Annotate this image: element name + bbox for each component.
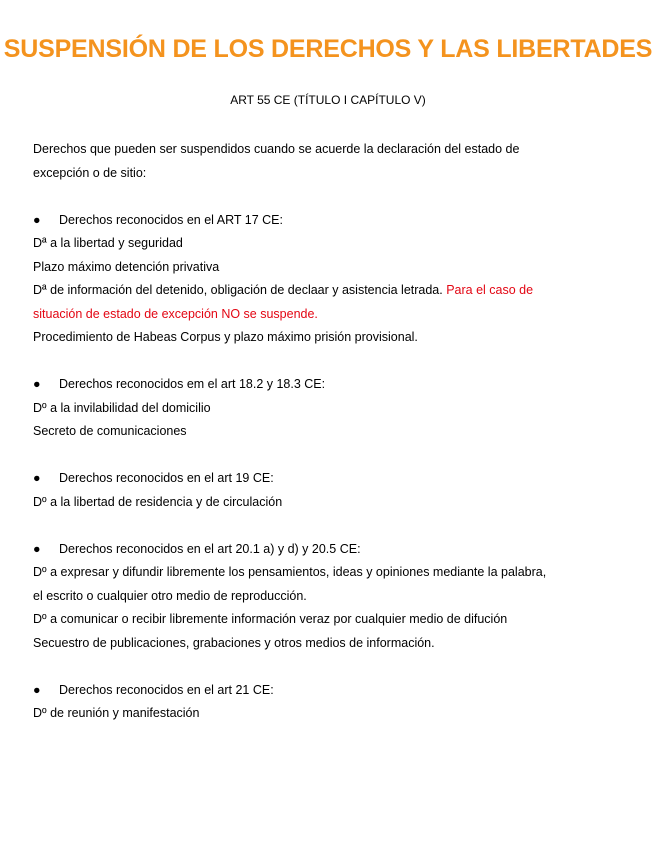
section-heading: ● Derechos reconocidos en el art 21 CE:	[33, 679, 633, 703]
section-heading: ● Derechos reconocidos en el art 20.1 a) y d) y 20.5 CE:	[33, 538, 633, 562]
intro-line: Derechos que pueden ser suspendidos cuando se acuerde la declaración del estado de	[33, 142, 520, 156]
list-item: Dº a la invilabilidad del domicilio	[33, 400, 211, 415]
list-item: Dº de reunión y manifestación	[33, 706, 200, 720]
list-item: el escrito o cualquier otro medio de reproducción.	[33, 588, 307, 603]
list-item: Dª a la libertad y seguridad	[33, 236, 183, 250]
section-heading: ● Derechos reconocidos em el art 18.2 y 18.3 CE:	[33, 373, 633, 397]
document-title: SUSPENSIÓN DE LOS DERECHOS Y LAS LIBERTADES	[3, 35, 653, 63]
highlight-text: Para el caso de	[446, 283, 534, 297]
intro-line: excepción o de sitio:	[33, 165, 147, 180]
list-item: Dº a expresar y difundir libremente los pensamientos, ideas y opiniones mediante la palabra,	[33, 565, 547, 579]
bullet-icon: ●	[33, 377, 41, 391]
section-heading: ● Derechos reconocidos en el art 19 CE:	[33, 467, 633, 491]
list-item: Procedimiento de Habeas Corpus y plazo máximo prisión provisional.	[33, 330, 418, 344]
bullet-icon: ●	[33, 471, 41, 485]
list-item: Secuestro de publicaciones, grabaciones y otros medios de información.	[33, 635, 435, 650]
list-item: Plazo máximo detención privativa	[33, 259, 220, 274]
bullet-icon: ●	[33, 541, 41, 556]
document-subtitle: ART 55 CE (TÍTULO I CAPÍTULO V)	[230, 93, 426, 107]
section-heading: ● Derechos reconocidos en el ART 17 CE:	[33, 209, 633, 233]
list-item: Dª de información del detenido, obligación de declaar y asistencia letrada. Para el caso de	[33, 283, 534, 297]
bullet-icon: ●	[33, 682, 41, 697]
list-item: Dº a comunicar o recibir libremente información veraz por cualquier medio de difución	[33, 612, 508, 626]
bullet-icon: ●	[33, 212, 41, 227]
document-body	[33, 138, 633, 726]
highlight-text: situación de estado de excepción NO se suspende.	[33, 306, 318, 321]
list-item: Dº a la libertad de residencia y de circulación	[33, 494, 283, 509]
list-item: Secreto de comunicaciones	[33, 424, 187, 438]
